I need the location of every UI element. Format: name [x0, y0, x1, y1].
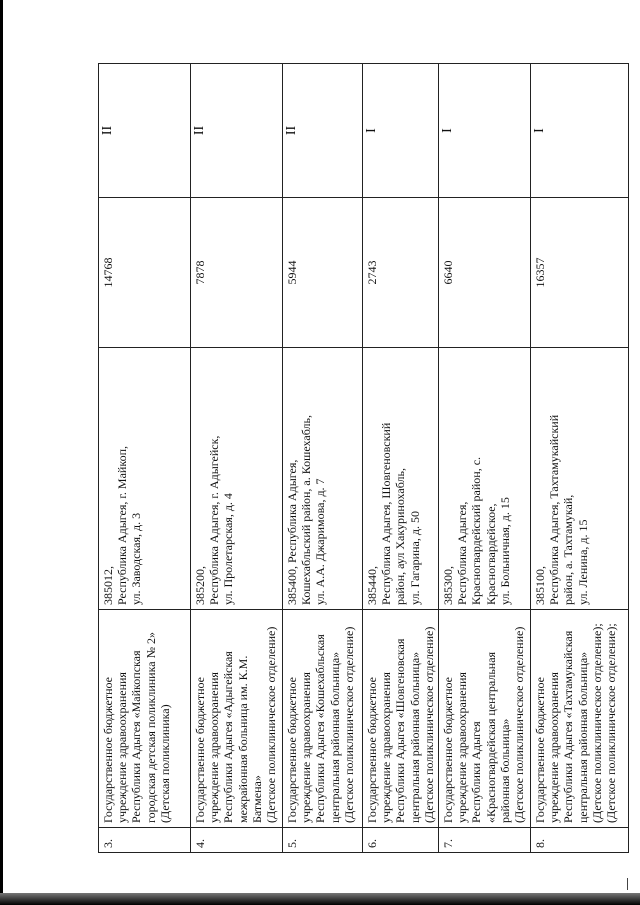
text-line: Республики Адыгея «Шовгеновская	[393, 638, 408, 823]
text-line: Кошехабльский район, а. Кошехабль,	[299, 415, 314, 605]
institution-address	[531, 348, 629, 610]
attached-population: 7878	[191, 198, 283, 348]
text-line: (Детское поликлиническое отделение)	[264, 626, 279, 823]
attached-population: 2743	[363, 198, 439, 348]
level-category: I	[439, 64, 531, 198]
text-line: Государственное бюджетное	[533, 677, 548, 823]
text-line: район, аул Хакуринохабль,	[393, 468, 408, 605]
text-line: Государственное бюджетное	[101, 677, 115, 823]
text-line: центральная районная больница»	[575, 651, 590, 823]
institution-address	[363, 348, 439, 610]
attached-population: 14768	[99, 198, 191, 348]
institution-address	[99, 348, 191, 610]
table-row	[439, 64, 531, 853]
text-line: учреждение здравоохранения	[207, 672, 222, 823]
table-row	[531, 64, 629, 853]
text-line: Республики Адыгея	[469, 721, 484, 823]
scan-bottom-edge	[0, 893, 640, 905]
scan-left-edge	[0, 0, 3, 905]
text-line: (Детская поликлиника)	[157, 704, 172, 823]
text-line: Республика Адыгея, г. Адыгейск,	[207, 435, 222, 605]
text-line: Красногвардейское,	[483, 503, 498, 605]
text-line: 385100,	[533, 566, 548, 605]
text-line: центральная районная больница»	[407, 651, 422, 823]
text-line: Республика Адыгея, Шовгеновский	[379, 422, 394, 605]
row-number: 6.	[363, 828, 439, 853]
row-number: 7.	[439, 828, 531, 853]
level-category: I	[363, 64, 439, 198]
text-line: центральная районная больница»	[327, 651, 342, 823]
text-line: учреждение здравоохранения	[547, 672, 562, 823]
institution-name	[531, 610, 629, 828]
row-number: 4.	[191, 828, 283, 853]
text-line: Республика Адыгея, Тахтамукайский	[547, 414, 562, 605]
text-line: Государственное бюджетное	[193, 677, 207, 823]
text-line: 385012,	[101, 566, 115, 605]
institution-address	[191, 348, 283, 610]
text-line: Государственное бюджетное	[285, 677, 299, 823]
row-number: 5.	[283, 828, 363, 853]
level-category: II	[99, 64, 191, 198]
text-line: ул. Заводская, д. 3	[129, 512, 144, 605]
institution-name	[191, 610, 283, 828]
text-line: районная больница»	[497, 718, 512, 823]
institution-address	[283, 348, 363, 610]
attached-population: 6640	[439, 198, 531, 348]
clinics-table	[98, 63, 629, 853]
text-line: «Красногвардейская центральная	[483, 651, 498, 823]
rotated-page-content	[98, 63, 634, 853]
text-line: Республики Адыгея «Кошехабльская	[313, 634, 328, 823]
text-line: Республики Адыгея «Адыгейская	[221, 651, 236, 823]
text-line: ул. Пролетарская, д. 4	[221, 493, 236, 605]
clinics-table-body	[99, 64, 629, 853]
text-line: Государственное бюджетное	[441, 677, 456, 823]
text-line: район, а. Тахтамукай,	[561, 494, 576, 605]
text-line: Республики Адыгея «Майкопская	[129, 650, 144, 823]
text-line: Государственное бюджетное	[365, 677, 379, 823]
text-line: учреждение здравоохранения	[115, 672, 130, 823]
text-line: (Детское поликлиническое отделение);	[604, 623, 619, 823]
institution-name	[99, 610, 191, 828]
text-line: Республика Адыгея,	[455, 501, 470, 605]
text-line: учреждение здравоохранения	[455, 672, 470, 823]
institution-name	[363, 610, 439, 828]
text-line: учреждение здравоохранения	[299, 672, 314, 823]
institution-name	[283, 610, 363, 828]
text-line: межрайонная больница им. К.М.	[235, 655, 250, 823]
text-line: (Детское поликлиническое отделение)	[512, 626, 527, 823]
scan-mark	[627, 878, 628, 890]
text-line: Республика Адыгея, г. Майкоп,	[115, 446, 130, 605]
text-line: ул. Гагарина, д. 50	[407, 511, 422, 605]
text-line: ул. Ленина, д. 15	[575, 519, 590, 605]
text-line: (Детское поликлиническое отделение)	[341, 626, 356, 823]
text-line: 385200,	[193, 566, 207, 605]
row-number: 8.	[531, 828, 629, 853]
text-line: (Детское поликлиническое отделение)	[421, 626, 436, 823]
text-line: Красногвардейский район, с.	[469, 456, 484, 605]
table-row	[363, 64, 439, 853]
row-number: 3.	[99, 828, 191, 853]
level-category: I	[531, 64, 629, 198]
table-row	[283, 64, 363, 853]
text-line: учреждение здравоохранения	[379, 672, 394, 823]
level-category: II	[191, 64, 283, 198]
institution-name	[439, 610, 531, 828]
attached-population: 5944	[283, 198, 363, 348]
text-line: городская детская поликлиника № 2»	[143, 631, 158, 823]
text-line: (Детское поликлиническое отделение);	[589, 623, 604, 823]
text-line: ул. А.А. Джаримова, д. 7	[313, 478, 328, 605]
text-line: Республики Адыгея «Тахтамукайская	[561, 630, 576, 823]
text-line: ул. Больничная, д. 15	[497, 497, 512, 605]
institution-address	[439, 348, 531, 610]
text-line: 385400, Республика Адыгея,	[285, 459, 299, 605]
level-category: II	[283, 64, 363, 198]
text-line: 385440,	[365, 566, 379, 605]
attached-population: 16357	[531, 198, 629, 348]
text-line: 385300,	[441, 566, 456, 605]
table-row	[99, 64, 191, 853]
table-row	[191, 64, 283, 853]
text-line: Батмена»	[249, 775, 264, 823]
